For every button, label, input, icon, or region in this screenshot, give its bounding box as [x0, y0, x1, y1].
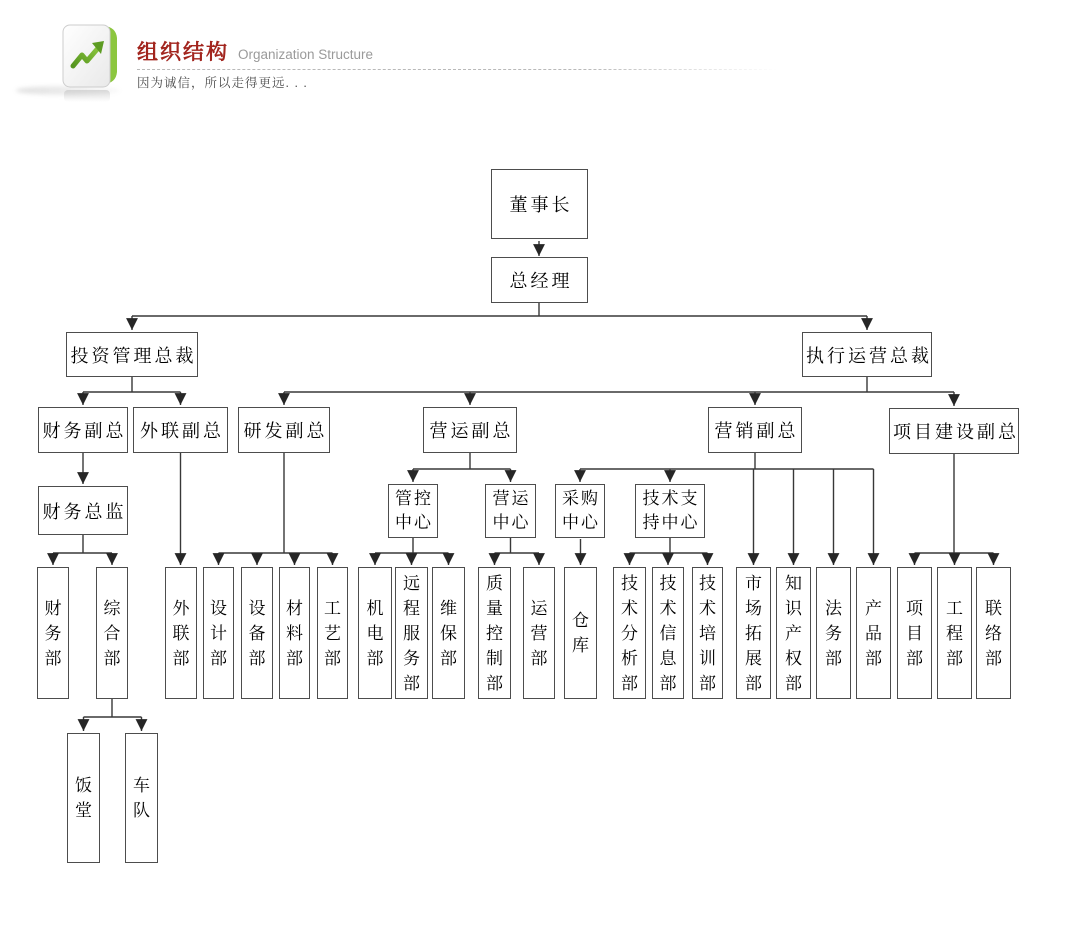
org-node-marketing-vp: 营销副总 [708, 407, 802, 453]
dashed-divider [137, 69, 777, 70]
org-node-tech-info-dept: 技术信息部 [652, 567, 684, 699]
org-node-ip-dept: 知识产权部 [776, 567, 811, 699]
org-node-rd-vp: 研发副总 [238, 407, 330, 453]
page-subtitle: Organization Structure [238, 47, 374, 62]
org-node-operations-dept: 运营部 [523, 567, 555, 699]
org-node-mech-elec-dept: 机电部 [358, 567, 392, 699]
page-title: 组织结构 [137, 41, 229, 64]
org-node-project-construction-vp: 项目建设副总 [889, 408, 1019, 454]
org-node-executive-president: 执行运营总裁 [802, 332, 932, 377]
org-node-control-center: 管控中心 [388, 484, 438, 538]
org-node-design-dept: 设计部 [203, 567, 234, 699]
org-node-engineering-dept: 工程部 [937, 567, 972, 699]
org-node-quality-control-dept: 质量控制部 [478, 567, 511, 699]
org-node-canteen: 饭堂 [67, 733, 100, 863]
org-node-project-dept: 项目部 [897, 567, 932, 699]
org-node-purchasing-center: 采购中心 [555, 484, 605, 538]
org-node-tech-support-center: 技术支持中心 [635, 484, 705, 538]
org-node-chairman: 董事长 [491, 169, 588, 239]
org-node-tech-analysis-dept: 技术分析部 [613, 567, 646, 699]
trend-chart-icon [58, 22, 128, 108]
org-node-maintenance-dept: 维保部 [432, 567, 465, 699]
org-node-operations-center: 营运中心 [485, 484, 536, 538]
org-node-general-dept: 综合部 [96, 567, 128, 699]
org-node-product-dept: 产品部 [856, 567, 891, 699]
org-node-equipment-dept: 设备部 [241, 567, 273, 699]
org-node-warehouse: 仓库 [564, 567, 597, 699]
org-node-general-manager: 总经理 [491, 257, 588, 303]
org-node-remote-service-dept: 远程服务部 [395, 567, 428, 699]
org-node-finance-vp: 财务副总 [38, 407, 128, 453]
org-node-finance-dept: 财务部 [37, 567, 69, 699]
org-node-legal-dept: 法务部 [816, 567, 851, 699]
org-node-craft-dept: 工艺部 [317, 567, 348, 699]
org-node-materials-dept: 材料部 [279, 567, 310, 699]
org-node-liaison-dept: 联络部 [976, 567, 1011, 699]
org-node-market-expansion-dept: 市场拓展部 [736, 567, 771, 699]
header [137, 36, 1057, 91]
org-node-operations-vp: 营运副总 [423, 407, 517, 453]
org-node-finance-director: 财务总监 [38, 486, 128, 535]
org-node-tech-training-dept: 技术培训部 [692, 567, 723, 699]
org-node-external-dept: 外联部 [165, 567, 197, 699]
tagline: 因为诚信，所以走得更远. . . [137, 76, 308, 90]
org-node-fleet: 车队 [125, 733, 158, 863]
org-node-investment-president: 投资管理总裁 [66, 332, 198, 377]
org-node-external-vp: 外联副总 [133, 407, 228, 453]
